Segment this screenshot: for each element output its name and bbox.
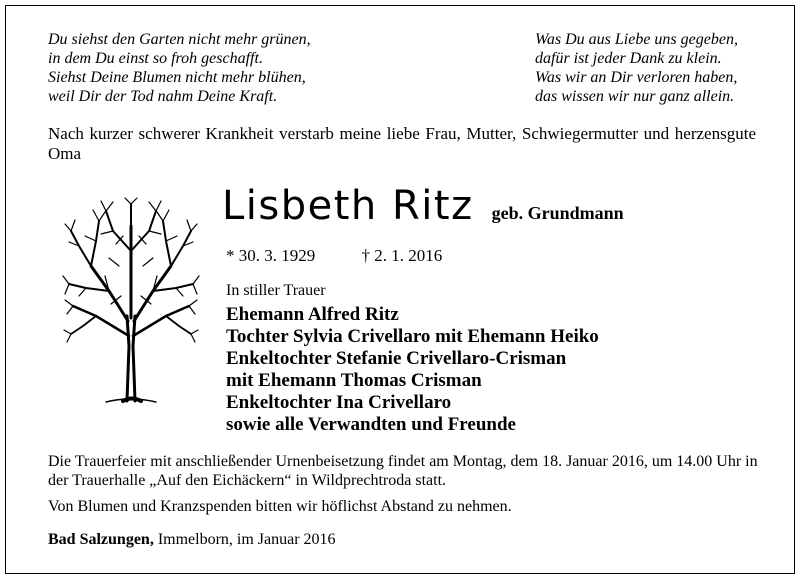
life-dates	[226, 246, 442, 266]
family-member: sowie alle Verwandten und Freunde	[226, 414, 516, 435]
poem-left	[48, 30, 311, 106]
poem-left-line: weil Dir der Tod nahm Deine Kraft.	[48, 88, 278, 105]
family-list	[226, 304, 599, 436]
birth-date: * 30. 3. 1929	[226, 246, 316, 265]
poem-right-line: das wissen wir nur ganz allein.	[535, 88, 735, 105]
family-member: mit Ehemann Thomas Crisman	[226, 370, 482, 391]
poem-right	[535, 30, 738, 106]
family-member: Tochter Sylvia Crivellaro mit Ehemann Heiko	[226, 326, 599, 347]
family-member: Enkeltochter Ina Crivellaro	[226, 392, 452, 413]
poem-left-line: Du siehst den Garten nicht mehr grünen,	[48, 31, 311, 48]
place-and-date	[48, 531, 336, 549]
poem-right-line: Was Du aus Liebe uns gegeben,	[535, 31, 738, 48]
family-member: Enkeltochter Stefanie Crivellaro-Crisman	[226, 348, 567, 369]
funeral-info: Die Trauerfeier mit anschließender Urnenbeisetzung findet am Montag, dem 18. Januar 2016, um 14.00 Uhr in der Trauerhalle „Auf den Eichäckern“ in Wildprechtroda statt.	[48, 453, 758, 489]
deceased-name: Lisbeth Ritz	[222, 183, 474, 229]
bare-tree-icon	[61, 196, 201, 406]
poem-left-line: in dem Du einst so froh geschafft.	[48, 50, 263, 67]
obituary-notice	[5, 5, 795, 574]
flowers-note: Von Blumen und Kranzspenden bitten wir höflichst Abstand zu nehmen.	[48, 498, 512, 515]
death-date: † 2. 1. 2016	[361, 246, 443, 265]
place-city: Bad Salzungen,	[48, 531, 154, 548]
family-member: Ehemann Alfred Ritz	[226, 304, 399, 325]
poem-right-line: Was wir an Dir verloren haben,	[535, 69, 738, 86]
intro-text: Nach kurzer schwerer Krankheit verstarb meine liebe Frau, Mutter, Schwiegermutter und herzensgute Oma	[48, 124, 756, 163]
poem-right-line: dafür ist jeder Dank zu klein.	[535, 50, 722, 67]
place-rest: Immelborn, im Januar 2016	[153, 531, 336, 548]
mourning-label: In stiller Trauer	[226, 282, 326, 299]
deceased-name-row	[222, 184, 624, 228]
maiden-name: geb. Grundmann	[491, 203, 624, 223]
poem-left-line: Siehst Deine Blumen nicht mehr blühen,	[48, 69, 306, 86]
